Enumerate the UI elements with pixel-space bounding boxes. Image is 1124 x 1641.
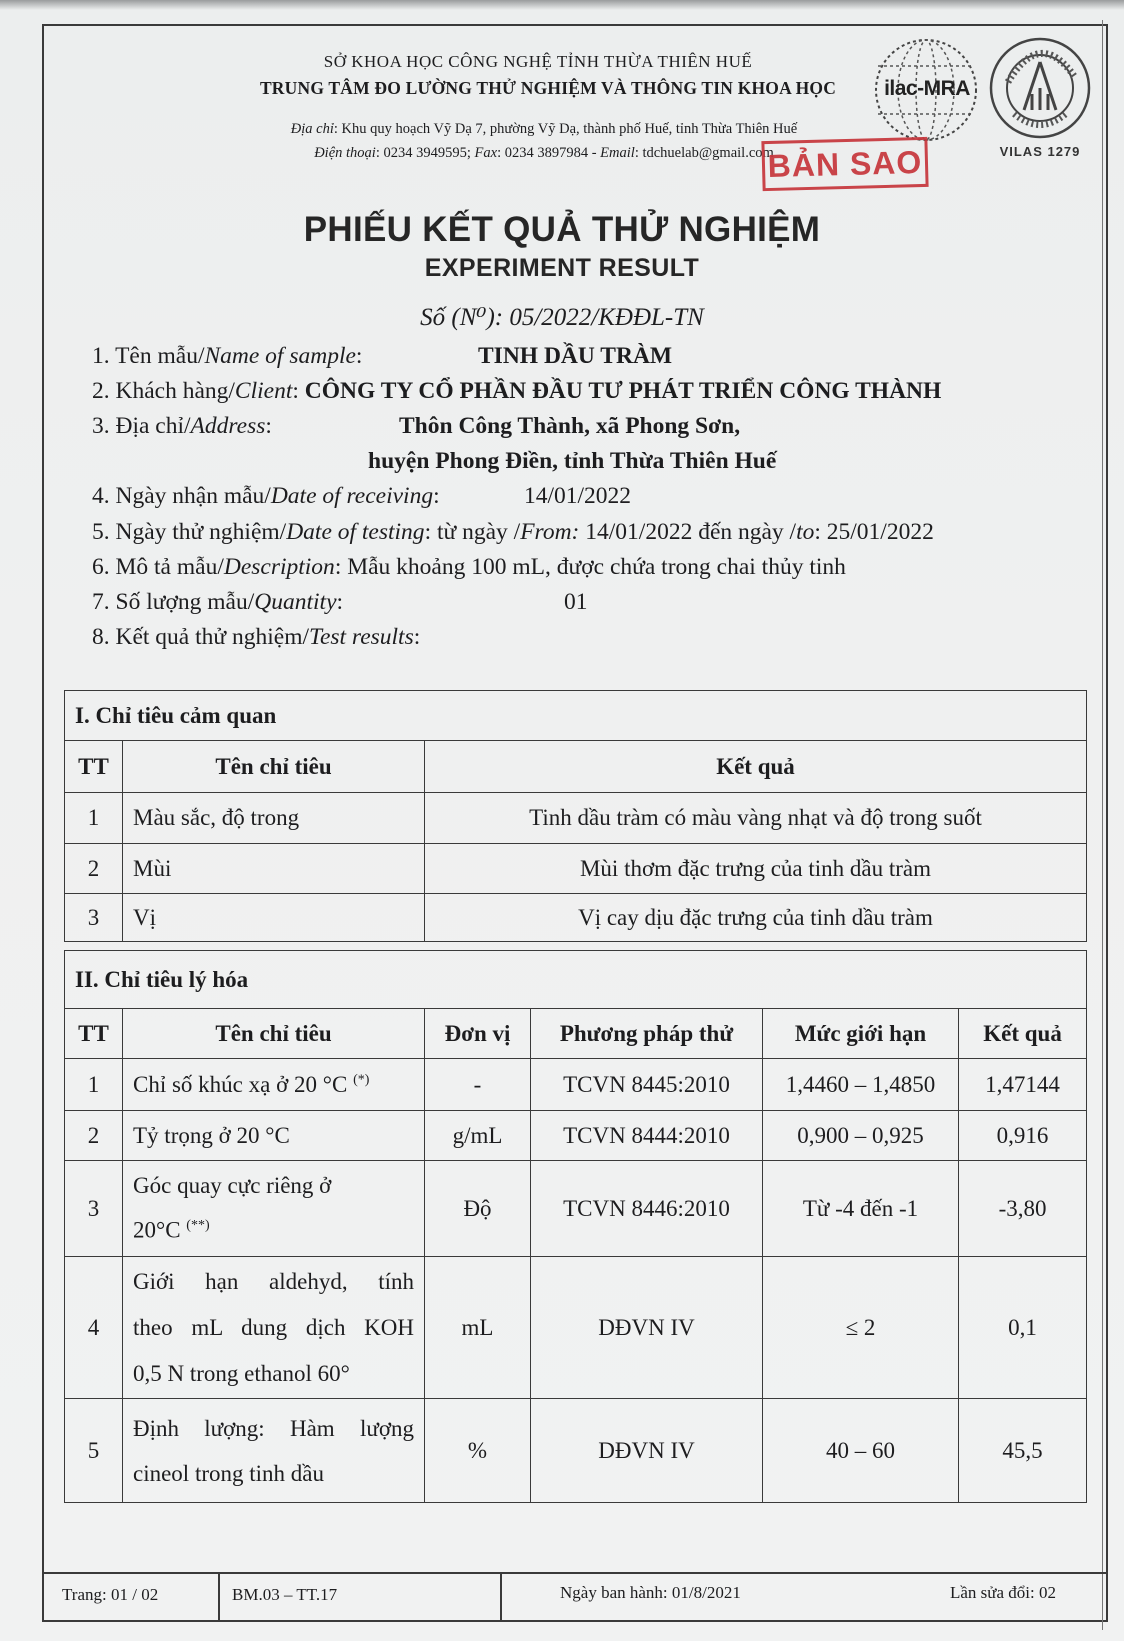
info-sample-label-en: Name of sample	[204, 343, 356, 369]
cell-unit: mL	[425, 1257, 531, 1399]
cell-result: -3,80	[959, 1161, 1087, 1257]
cell-method: DĐVN IV	[531, 1399, 763, 1503]
table-row	[65, 1111, 1087, 1161]
info-receive-value: 14/01/2022	[524, 483, 632, 509]
col-header-tt: TT	[65, 741, 123, 793]
cell-method: TCVN 8445:2010	[531, 1059, 763, 1111]
info-sample-value: TINH DẦU TRÀM	[478, 343, 673, 369]
cell-name-line: Định lượng: Hàm lượng	[133, 1415, 414, 1441]
info-test-from-value: 14/01/2022 đến ngày /	[579, 519, 797, 545]
cell-result: 45,5	[959, 1399, 1087, 1503]
cell-unit: %	[425, 1399, 531, 1503]
cell-name-line: Giới hạn aldehyd, tính	[133, 1268, 414, 1294]
table-row	[65, 894, 1087, 942]
cell-tt: 3	[65, 894, 123, 942]
info-results-label-en: Test results	[309, 624, 414, 650]
info-desc-label-en: Description	[223, 554, 335, 580]
cell-name-line: 0,5 N trong ethanol 60°	[133, 1360, 350, 1386]
page-title: PHIẾU KẾT QUẢ THỬ NGHIỆM	[303, 210, 821, 249]
cell-result: 0,916	[959, 1111, 1087, 1161]
info-sample-label: 1. Tên mẫu/	[92, 343, 205, 369]
address-value: : Khu quy hoạch Vỹ Dạ 7, phường Vỹ Dạ, thành phố Huế, tỉnh Thừa Thiên Huế	[333, 121, 798, 137]
col-header-name: Tên chỉ tiêu	[123, 741, 425, 793]
table-header-row	[65, 1009, 1087, 1059]
col-header-limit: Mức giới hạn	[763, 1009, 959, 1059]
info-client-label-en: Client	[234, 378, 293, 404]
info-client-value: CÔNG TY CỔ PHẦN ĐẦU TƯ PHÁT TRIỂN CÔNG THÀNH	[304, 378, 942, 404]
email-value: : tdchuelab@gmail.com	[634, 145, 774, 161]
table-row	[65, 951, 1087, 1009]
copy-stamp: BẢN SAO	[761, 137, 928, 191]
cell-limit: 40 – 60	[763, 1399, 959, 1503]
vilas-number: VILAS 1279	[999, 144, 1081, 159]
info-desc-label: 6. Mô tả mẫu/	[92, 554, 224, 580]
org-line-2: TRUNG TÂM ĐO LƯỜNG THỬ NGHIỆM VÀ THÔNG TIN KHOA HỌC	[259, 78, 837, 98]
cell-name: Tỷ trọng ở 20 °C	[123, 1111, 425, 1161]
table-header-row	[65, 741, 1087, 793]
info-test-to-en: to	[796, 519, 815, 545]
cell-result: Tinh dầu tràm có màu vàng nhạt và độ trong suốt	[425, 793, 1087, 844]
footnote-mark: (*)	[353, 1071, 370, 1087]
cell-result: 0,1	[959, 1257, 1087, 1399]
table-row	[65, 1257, 1087, 1399]
phone-value: : 0234 3949595;	[375, 145, 475, 161]
sensory-table	[64, 690, 1087, 942]
col-header-name: Tên chỉ tiêu	[123, 1009, 425, 1059]
info-quantity: 7. Số lượng mẫu/Quantity: 01	[92, 589, 588, 615]
info-address-label-en: Address	[190, 413, 266, 439]
info-test-label-en: Date of testing	[286, 519, 425, 545]
info-test-from-en: From:	[520, 519, 580, 545]
col-header-result: Kết quả	[425, 741, 1087, 793]
cell-name: Mùi	[123, 844, 425, 894]
info-description	[92, 554, 846, 581]
cell-name-text: Chỉ số khúc xạ ở 20 °C	[133, 1071, 348, 1097]
info-test-from-label: : từ ngày /	[424, 519, 521, 545]
info-qty-value: 01	[564, 589, 588, 615]
cell-name	[123, 1161, 425, 1257]
info-address-line1: Thôn Công Thành, xã Phong Sơn,	[399, 413, 741, 439]
info-address: 3. Địa chỉ/Address: Thôn Công Thành, xã Phong Sơn,	[92, 413, 741, 439]
col-header-result: Kết quả	[959, 1009, 1087, 1059]
col-header-unit: Đơn vị	[425, 1009, 531, 1059]
table-row	[65, 1059, 1087, 1111]
email-label: Email	[600, 145, 635, 161]
phone-label: Điện thoại	[314, 145, 376, 161]
footer-divider	[218, 1572, 220, 1620]
table-row	[65, 793, 1087, 844]
cell-tt: 2	[65, 844, 123, 894]
scan-edge-shadow	[0, 0, 1124, 10]
cell-name	[123, 1399, 425, 1503]
info-qty-label: 7. Số lượng mẫu/	[92, 589, 255, 615]
table-row	[65, 1161, 1087, 1257]
cell-unit: -	[425, 1059, 531, 1111]
footnote-mark: (**)	[186, 1218, 210, 1234]
ilac-mra-logo-text: ilac-MRA	[884, 77, 970, 100]
cell-tt: 2	[65, 1111, 123, 1161]
cell-name: Vị	[123, 894, 425, 942]
footer-page: Trang: 01 / 02	[62, 1585, 159, 1604]
section-title-physchem: II. Chỉ tiêu lý hóa	[65, 951, 1087, 1009]
cell-limit: ≤ 2	[763, 1257, 959, 1399]
org-line-1: SỞ KHOA HỌC CÔNG NGHỆ TỈNH THỪA THIÊN HUẾ	[323, 52, 753, 71]
cell-name: Màu sắc, độ trong	[123, 793, 425, 844]
table-row	[65, 691, 1087, 741]
cell-name-line: cineol trong tinh dầu	[133, 1460, 324, 1486]
cell-tt: 1	[65, 793, 123, 844]
cell-name-line: theo mL dung dịch KOH	[133, 1314, 414, 1340]
col-header-method: Phương pháp thử	[531, 1009, 763, 1059]
cell-limit: 1,4460 – 1,4850	[763, 1059, 959, 1111]
col-header-tt: TT	[65, 1009, 123, 1059]
info-receive-label-en: Date of receiving	[270, 483, 434, 509]
cell-method: TCVN 8446:2010	[531, 1161, 763, 1257]
page-subtitle: EXPERIMENT RESULT	[424, 254, 700, 282]
footer-form-code: BM.03 – TT.17	[232, 1585, 338, 1604]
info-test-date	[92, 519, 934, 546]
cell-name-line: 20°C	[133, 1217, 181, 1243]
footer-revision: Lần sửa đổi: 02	[950, 1583, 1057, 1602]
cell-unit: Độ	[425, 1161, 531, 1257]
info-client-label: 2. Khách hàng/	[92, 378, 235, 404]
info-desc-value: : Mẫu khoảng 100 mL, được chứa trong chai thủy tinh	[334, 554, 846, 580]
cell-name	[123, 1059, 425, 1111]
cell-limit: 0,900 – 0,925	[763, 1111, 959, 1161]
cell-method: DĐVN IV	[531, 1257, 763, 1399]
table-row	[65, 844, 1087, 894]
footer-issue-date: Ngày ban hành: 01/8/2021	[560, 1583, 741, 1602]
cell-result: 1,47144	[959, 1059, 1087, 1111]
cell-tt: 3	[65, 1161, 123, 1257]
cell-tt: 1	[65, 1059, 123, 1111]
document-number: Số (N⁰): 05/2022/KĐĐL-TN	[420, 304, 704, 331]
info-results-label: 8. Kết quả thử nghiệm/	[92, 624, 310, 650]
info-client: 2. Khách hàng/Client: CÔNG TY CỔ PHẦN ĐẦU TƯ PHÁT TRIỂN CÔNG THÀNH	[92, 378, 942, 404]
fax-value: : 0234 3897984 -	[497, 145, 601, 161]
fax-label: Fax	[474, 145, 498, 161]
cell-tt: 5	[65, 1399, 123, 1503]
cell-name	[123, 1257, 425, 1399]
info-qty-label-en: Quantity	[254, 589, 337, 615]
address-label: Địa chỉ	[290, 121, 334, 137]
info-address-line2: huyện Phong Điền, tỉnh Thừa Thiên Huế	[368, 448, 777, 474]
cell-unit: g/mL	[425, 1111, 531, 1161]
physchem-table	[64, 950, 1087, 1503]
accreditation-seal-icon	[988, 36, 1092, 140]
cell-result: Mùi thơm đặc trưng của tinh dầu tràm	[425, 844, 1087, 894]
info-test-to-value: : 25/01/2022	[814, 519, 934, 545]
info-receive-label: 4. Ngày nhận mẫu/	[92, 483, 271, 509]
cell-limit: Từ -4 đến -1	[763, 1161, 959, 1257]
table-row	[65, 1399, 1087, 1503]
cell-name-line: Góc quay cực riêng ở	[133, 1173, 332, 1199]
org-address	[224, 121, 864, 138]
info-results: 8. Kết quả thử nghiệm/Test results:	[92, 624, 421, 650]
info-sample: 1. Tên mẫu/Name of sample: TINH DẦU TRÀM	[92, 343, 673, 369]
info-address-label: 3. Địa chỉ/	[92, 413, 191, 439]
cell-tt: 4	[65, 1257, 123, 1399]
cell-method: TCVN 8444:2010	[531, 1111, 763, 1161]
info-receive: 4. Ngày nhận mẫu/Date of receiving: 14/01/2022	[92, 483, 632, 509]
info-test-label: 5. Ngày thử nghiệm/	[92, 519, 287, 545]
cell-result: Vị cay dịu đặc trưng của tinh dầu tràm	[425, 894, 1087, 942]
footer-divider	[42, 1572, 1108, 1574]
section-title-sensory: I. Chỉ tiêu cảm quan	[65, 691, 1087, 741]
footer-divider	[500, 1572, 502, 1620]
